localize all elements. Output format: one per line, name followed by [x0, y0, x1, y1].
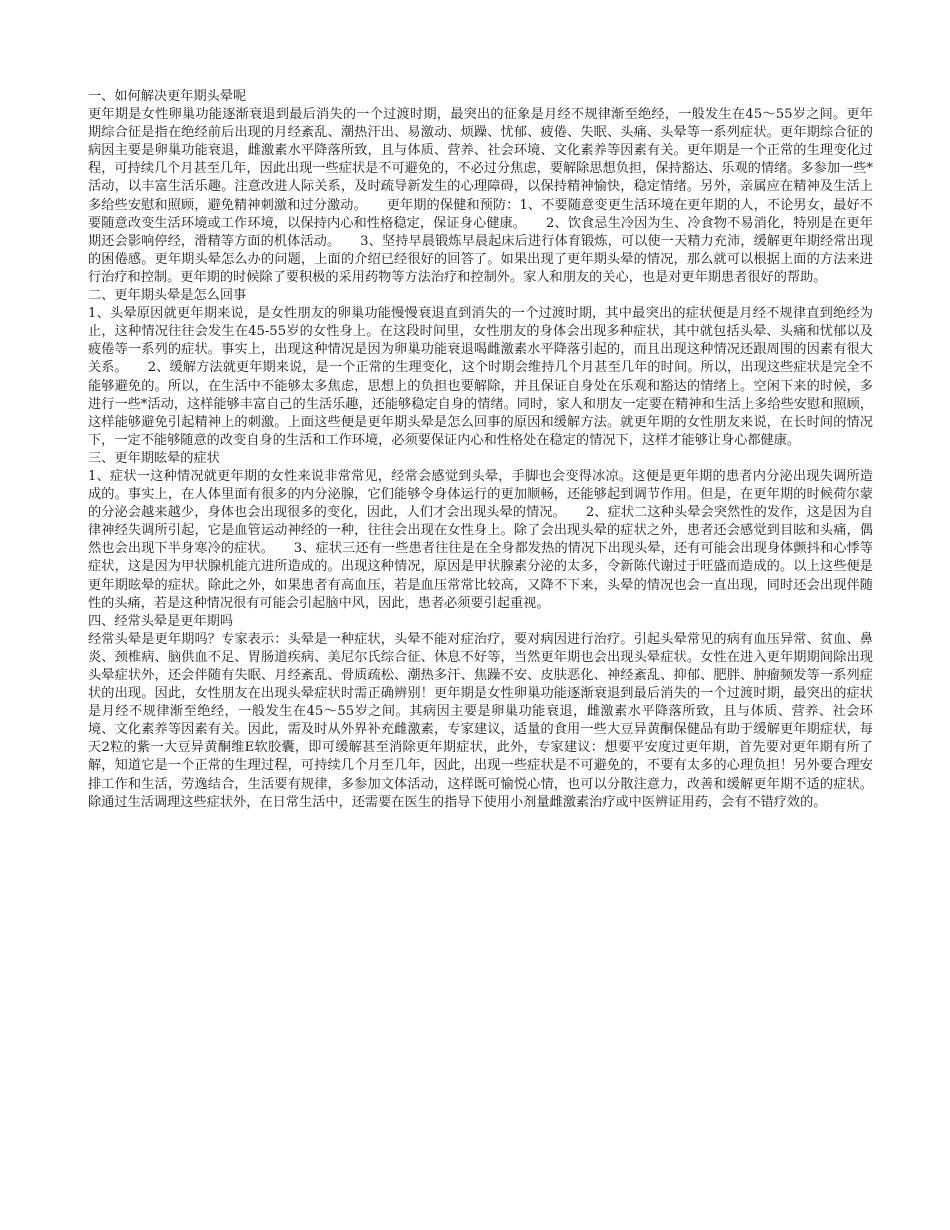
section-heading: 四、经常头晕是更年期吗	[88, 613, 234, 629]
section-body: 1、头晕原因就更年期来说，是女性朋友的卵巢功能慢慢衰退直到消失的一个过渡时期，其中最突出的症状便是月经不规律直到绝经为止，这种情况往往会发生在45-55岁的女性身上。在这段时间里，女性朋友的身体会出现多种症状，其中就包括头晕、头痛和忧郁以及疲倦等一系列的症状。事实上，出现这种情况是因为卵巢功能衰退喝雌激素水平降落引起的，而且出现这种情况还跟周围的因素有很大关系。 2、缓解方法就更年期来说，是一个正常的生理变化，这个时期会维持几个月甚至几年的时间。所以，出现这些症状是完全不能够避免的。所以，在生活中不能够太多焦虑，思想上的负担也要解除，并且保证自身处在乐观和豁达的情绪上。空闲下来的时候，多进行一些*活动，这样能够丰富自己的生活乐趣，还能够稳定自身的情绪。同时，家人和朋友一定要在精神和生活上多给些安慰和照顾，这样能够避免引起精神上的刺激。上面这些便是更年期头晕是怎么回事的原因和缓解方法。就更年期的女性朋友来说，在长时间的情况下，一定不能够随意的改变自身的生活和工作环境，必须要保证内心和性格处在稳定的情况下，这样才能够让身心都健康。	[88, 306, 873, 448]
section-body: 更年期是女性卵巢功能逐渐衰退到最后消失的一个过渡时期，最突出的征象是月经不规律渐至绝经，一般发生在45～55岁之间。更年期综合征是指在绝经前后出现的月经紊乱、潮热汗出、易激动、烦躁、忧郁、疲倦、失眠、头痛、头晕等一系列症状。更年期综合征的病因主要是卵巢功能衰退，雌激素水平降落所致，且与体质、营养、社会环境、文化素养等因素有关。更年期是一个正常的生理变化过程，可持续几个月甚至几年，因此出现一些症状是不可避免的，不必过分焦虑，要解除思想负担，保持豁达、乐观的情绪。多参加一些*活动，以丰富生活乐趣。注意改进人际关系，及时疏导新发生的心理障碍，以保持精神愉快，稳定情绪。另外，亲属应在精神及生活上多给些安慰和照顾，避免精神刺激和过分激动。 更年期的保健和预防：1、不要随意变更生活环境在更年期的人，不论男女，最好不要随意改变生活环境或工作环境，以保持内心和性格稳定，保证身心健康。 2、饮食忌生冷因为生、冷食物不易消化，特别是在更年期还会影响停经，滑精等方面的机体活动。 3、坚持早晨锻炼早晨起床后进行体育锻炼，可以使一天精力充沛，缓解更年期经常出现的困倦感。更年期头晕怎么办的问题，上面的介绍已经很好的回答了。如果出现了更年期头晕的情况，那么就可以根据上面的方法来进行治疗和控制。更年期的时候除了要积极的采用药物等方法治疗和控制外。家人和朋友的关心，也是对更年期患者很好的帮助。	[88, 107, 873, 285]
document-page	[88, 88, 873, 812]
section-3	[88, 450, 873, 613]
section-4	[88, 613, 873, 812]
section-heading: 一、如何解决更年期头晕呢	[88, 89, 247, 104]
section-body: 1、症状一这种情况就更年期的女性来说非常常见，经常会感觉到头晕，手脚也会变得冰凉。这便是更年期的患者内分泌出现失调所造成的。事实上，在人体里面有很多的内分泌腺，它们能够令身体运行的更加顺畅，还能够起到调节作用。但是，在更年期的时候荷尔蒙的分泌会越来越少，身体也会出现很多的变化，因此，人们才会出现头晕的情况。 2、症状二这种头晕会突然性的发作，这是因为自律神经失调所引起，它是血管运动神经的一种，往往会出现在女性身上。除了会出现头晕的症状之外，患者还会感觉到目眩和头痛，偶然也会出现下半身寒冷的症状。 3、症状三还有一些患者往往是在全身都发热的情况下出现头晕，还有可能会出现身体颤抖和心悸等症状，这是因为甲状腺机能亢进所造成的。出现这种情况，原因是甲状腺素分泌的太多，令新陈代谢过于旺盛而造成的。以上这些便是更年期眩晕的症状。除此之外，如果患者有高血压，若是血压常常比较高，又降不下来，头晕的情况也会一直出现，同时还会出现伴随性的头痛，若是这种情况很有可能会引起脑中风，因此，患者必须要引起重视。	[88, 468, 873, 611]
section-heading: 三、更年期眩晕的症状	[88, 450, 220, 466]
section-2	[88, 287, 873, 450]
section-body: 经常头晕是更年期吗？专家表示：头晕是一种症状，头晕不能对症治疗，要对病因进行治疗。引起头晕常见的病有血压异常、贫血、鼻炎、颈椎病、脑供血不足、胃肠道疾病、美尼尔氏综合征、休息不好等，当然更年期也会出现头晕症状。女性在进入更年期期间除出现头晕症状外，还会伴随有失眠、月经紊乱、骨质疏松、潮热多汗、焦躁不安、皮肤恶化、神经紊乱、抑郁、肥胖、肿瘤频发等一系列症状的出现。因此，女性朋友在出现头晕症状时需正确辨别！更年期是女性卵巢功能逐渐衰退到最后消失的一个过渡时期，最突出的症状是月经不规律渐至绝经，一般发生在45～55岁之间。其病因主要是卵巢功能衰退，雌激素水平降落所致，且与体质、营养、社会环境、文化素养等因素有关。因此，需及时从外界补充雌激素，专家建议，适量的食用一些大豆异黄酮保健品有助于缓解更年期症状，每天2粒的紫一大豆异黄酮维E软胶囊，即可缓解甚至消除更年期症状，此外，专家建议：想要平安度过更年期，首先要对更年期有所了解，知道它是一个正常的生理过程，可持续几个月至几年，因此，出现一些症状是不可避免的，不要有太多的心理负担！另外要合理安排工作和生活，劳逸结合，生活要有规律，多参加文体活动，这样既可愉悦心情，也可以分散注意力，改善和缓解更年期不适的症状。除通过生活调理这些症状外，在日常生活中，还需要在医生的指导下使用小剂量雌激素治疗或中医辨证用药，会有不错疗效的。	[88, 631, 873, 810]
section-1	[88, 88, 873, 287]
section-heading: 二、更年期头晕是怎么回事	[88, 288, 247, 304]
